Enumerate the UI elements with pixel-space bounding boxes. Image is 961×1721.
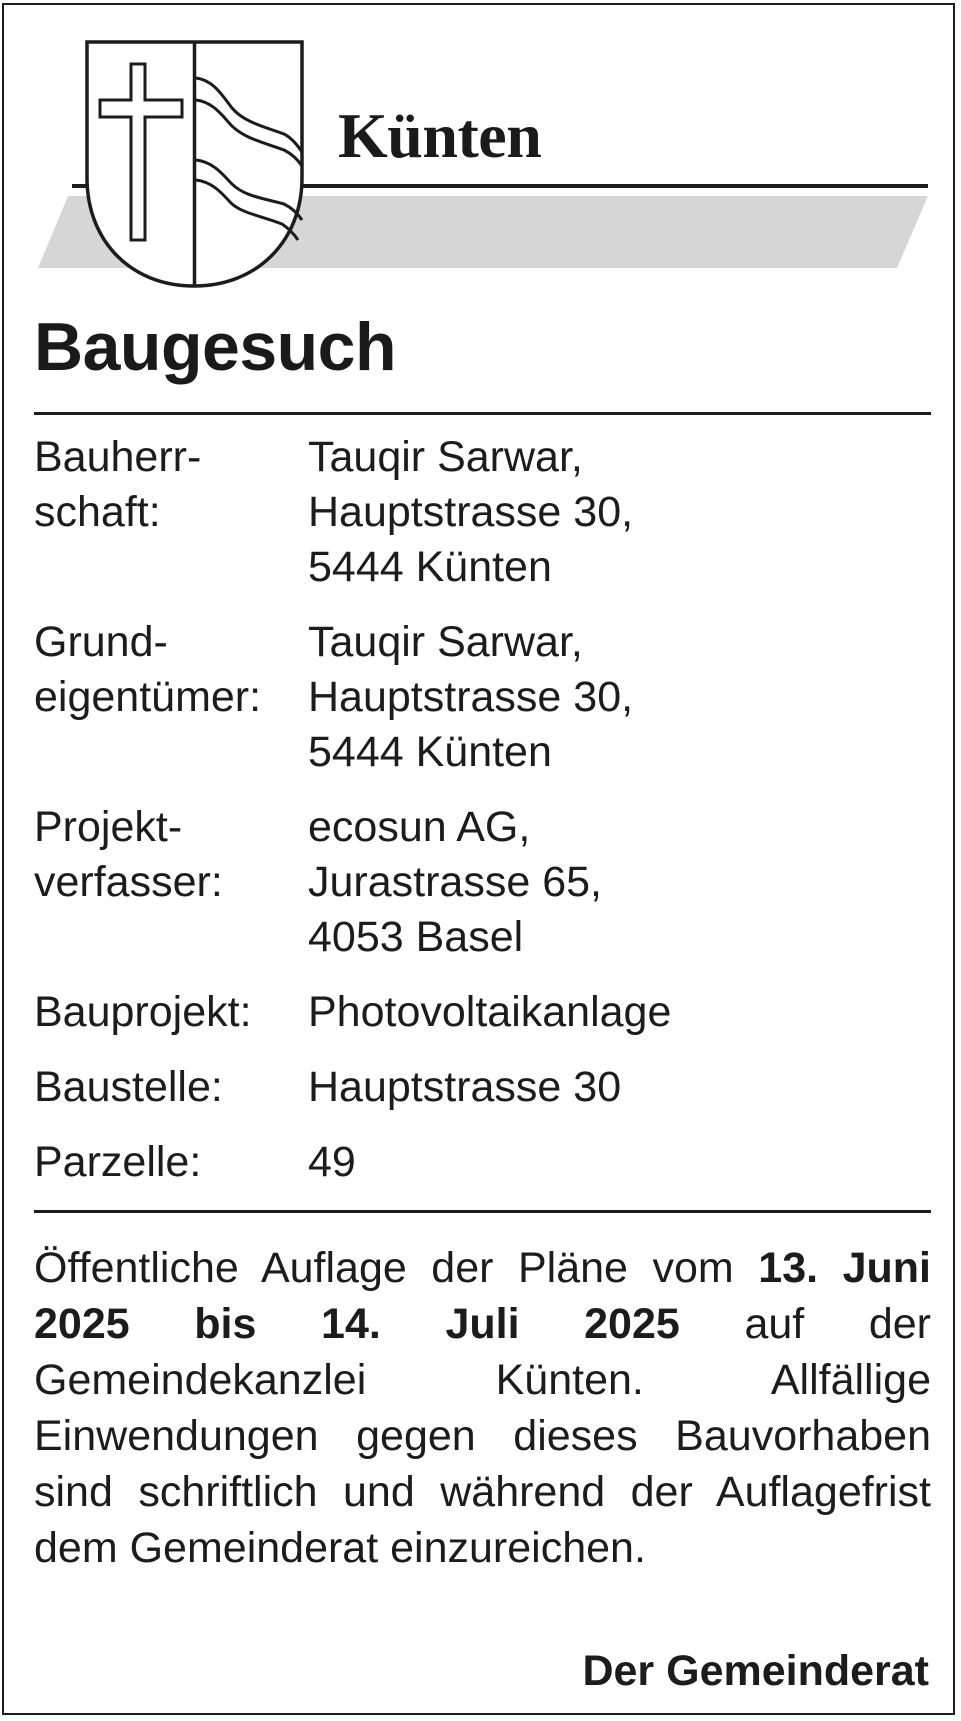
detail-row-grundeigentuemer — [34, 615, 931, 780]
detail-row-baustelle — [34, 1060, 931, 1115]
detail-label: Projekt- verfasser: — [34, 803, 223, 906]
detail-value: Tauqir Sarwar, Hauptstrasse 30, 5444 Künten — [308, 433, 634, 591]
municipality-name: Künten — [338, 100, 542, 171]
detail-label: Bauprojekt: — [34, 988, 252, 1036]
detail-label: Baustelle: — [34, 1063, 223, 1111]
detail-row-parzelle — [34, 1135, 931, 1190]
detail-row-projektverfasser — [34, 800, 931, 965]
detail-value: 49 — [308, 1138, 356, 1186]
coat-of-arms-icon — [87, 42, 302, 286]
detail-value: Tauqir Sarwar, Hauptstrasse 30, 5444 Künten — [308, 618, 634, 776]
detail-value: Hauptstrasse 30 — [308, 1063, 622, 1111]
public-notice-text — [34, 1240, 931, 1576]
detail-value: ecosun AG, Jurastrasse 65, 4053 Basel — [308, 803, 602, 961]
detail-label: Bauherr- schaft: — [34, 433, 202, 536]
detail-row-bauherrschaft — [34, 430, 931, 595]
details-table — [34, 430, 931, 1210]
notice-intro: Öffentliche Auflage der Pläne vom — [34, 1244, 734, 1292]
divider-bottom — [34, 1210, 931, 1213]
divider-top — [34, 412, 931, 415]
notice-period: 13. Juni 2025 bis 14. Juli 2025 — [34, 1244, 932, 1348]
detail-label: Parzelle: — [34, 1138, 202, 1186]
signature: Der Gemeinderat — [582, 1647, 929, 1695]
page-title: Baugesuch — [34, 309, 397, 385]
detail-value: Photovoltaikanlage — [308, 988, 672, 1036]
notice-body: auf der Gemeindekanzlei Künten. Allfällige Einwendungen gegen dieses Bauvorhaben sind schriftlich und während der Auflagefrist dem Gemeinderat einzureichen. — [34, 1300, 932, 1572]
detail-label: Grund- eigentümer: — [34, 618, 262, 721]
detail-row-bauprojekt — [34, 985, 931, 1040]
